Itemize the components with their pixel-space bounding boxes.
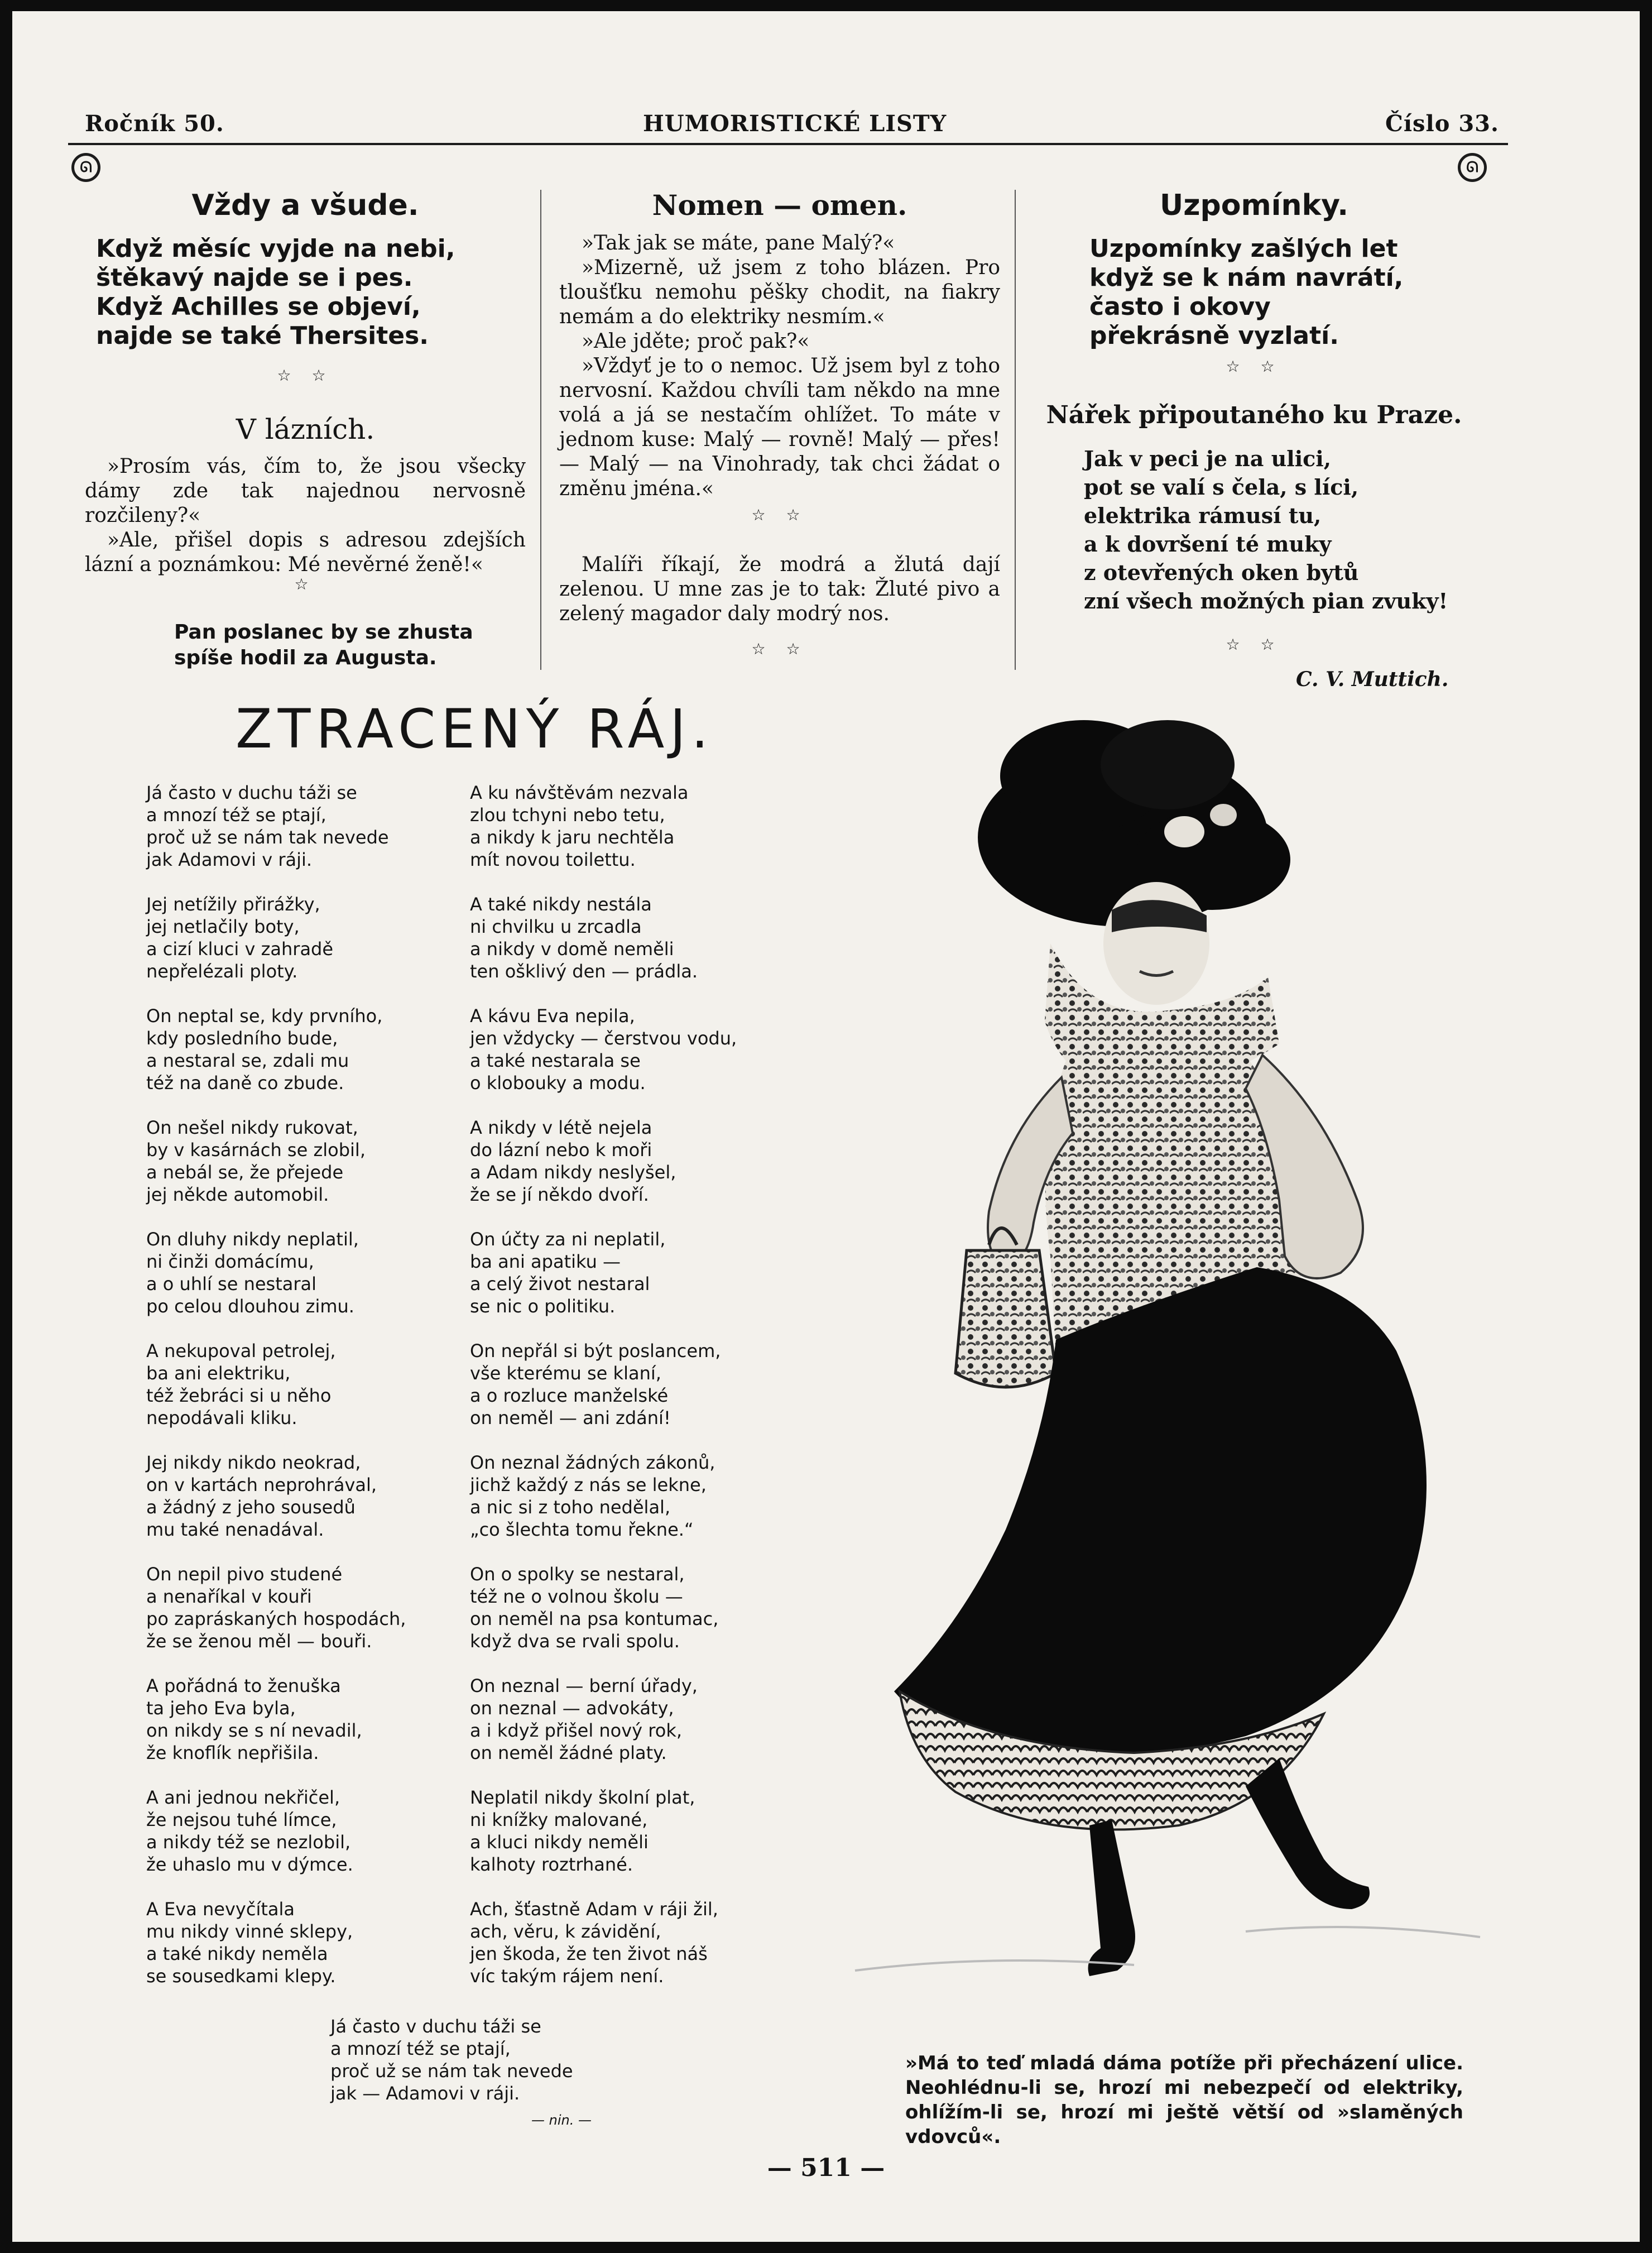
lady-illustration xyxy=(822,709,1508,2038)
col1-paragraph-1: »Prosím vás, čím to, že jsou všecky dámy zde tak najednou nervosně rozčileny?« xyxy=(85,455,526,527)
col2-paragraph-1: »Tak jak se máte, pane Malý?« xyxy=(582,232,895,255)
stanza: A pořádná to ženuška ta jeho Eva byla, on nikdy se s ní nevadil, že knoflík nepřišila. xyxy=(146,1675,362,1763)
stanza: Jej nikdy nikdo neokrad, on v kartách neprohrával, a žádný z jeho sousedů mu také nenadával. xyxy=(146,1452,377,1540)
stanza: On nepil pivo studené a nenaříkal v kouři po zapráskaných hospodách, že se ženou měl — bouři. xyxy=(146,1564,406,1652)
stanza: A Eva nevyčítala mu nikdy vinné sklepy, a také nikdy neměla se sousedkami klepy. xyxy=(146,1899,353,1987)
col1-stars: ☆ ☆ xyxy=(277,366,334,385)
col2-joke xyxy=(559,553,1000,626)
col3-subtitle: Nářek připoutaného ku Praze. xyxy=(1046,401,1462,429)
poem-title: ZTRACENÝ RÁJ. xyxy=(236,698,714,760)
right-leg xyxy=(1246,1758,1370,1909)
volume-label: Ročník 50. xyxy=(85,111,224,137)
stanza: A také nikdy nestála ni chvilku u zrcadla a nikdy v domě neměli ten ošklivý den — prádla. xyxy=(470,894,698,982)
stanza: Já často v duchu táži se a mnozí též se ptají, proč už se nám tak nevede jak Adamovi v ráji. xyxy=(146,782,389,870)
stanza: A nikdy v létě nejela do lázní nebo k moři a Adam nikdy neslyšel, že se jí někdo dvoří. xyxy=(470,1117,676,1205)
col2-paragraph-3: »Ale jděte; proč pak?« xyxy=(582,330,810,353)
col1-anecdote xyxy=(85,454,526,577)
col2-dialogue xyxy=(559,231,1000,501)
stanza: On nešel nikdy rukovat, by v kasárnách se zlobil, a nebál se, že přejede jej někde automobil. xyxy=(146,1117,366,1205)
col3-verse: Uzpomínky zašlých let když se k nám navrátí, často i okovy překrásně vyzlatí. xyxy=(1089,234,1404,350)
illustration-caption: »Má to teď mladá dáma potíže při přecházení ulice. Neohlédnu-li se, hrozí mi nebezpečí od elektriky, ohlížím-li se, hrozí mi ještě větší od »slaměných vdovců«. xyxy=(905,2052,1463,2148)
poem-left-column xyxy=(146,782,459,2010)
stanza: On účty za ni neplatil, ba ani apatiku — a celý život nestaral se nic o politiku. xyxy=(470,1229,666,1317)
col2-title: Nomen — omen. xyxy=(652,189,907,222)
col1-paragraph-2: »Ale, přišel dopis s adresou zdejších lázní a poznámkou: Mé nevěrné ženě!« xyxy=(85,529,526,576)
col1-closing-verse: Pan poslanec by se zhusta spíše hodil za Augusta. xyxy=(174,621,473,669)
stanza: A nekupoval petrolej, ba ani elektriku, též žebráci si u něho nepodávali kliku. xyxy=(146,1340,336,1429)
col3-verse-2: Jak v peci je na ulici, pot se valí s čela, s líci, elektrika rámusí tu, a k dovršení té muky z otevřených oken bytů zní všech možných pian zvuky! xyxy=(1084,446,1448,613)
illustrator-signature: C. V. Muttich. xyxy=(1296,668,1449,691)
col2-paragraph-5: Malíři říkají, že modrá a žlutá dají zelenou. U mne zas je to tak: Žluté pivo a zelený magador daly modrý nos. xyxy=(559,553,1000,625)
col2-paragraph-2: »Mizerně, už jsem z toho blázen. Pro tloušťku nemohu pěšky chodit, na fiakry nemám a do elektriky nesmím.« xyxy=(559,256,1000,328)
issue-number: Číslo 33. xyxy=(1385,111,1499,137)
ornament-right-icon: ᘏ xyxy=(1458,153,1487,182)
stanza: Jej netížily přirážky, jej netlačily boty, a cizí kluci v zahradě nepřelézali ploty. xyxy=(146,894,334,982)
header-rule xyxy=(68,143,1508,145)
stanza: A ku návštěvám nezvala zlou tchyni nebo tetu, a nikdy k jaru nechtěla mít novou toilettu. xyxy=(470,782,689,870)
col2-stars-2: ☆ ☆ xyxy=(751,640,808,658)
stanza: On neptal se, kdy prvního, kdy posledního bude, a nestaral se, zdali mu též na daně co zbude. xyxy=(146,1005,383,1094)
stanza: On o spolky se nestaral, též ne o volnou školu — on neměl na psa kontumac, když dva se rvali spolu. xyxy=(470,1564,719,1652)
poem-final-stanza: Já často v duchu táži se a mnozí též se ptají, proč už se nám tak nevede jak — Adamovi v ráji. xyxy=(330,2016,573,2104)
stanza: A ani jednou nekřičel, že nejsou tuhé límce, a nikdy též se nezlobil, že uhaslo mu v dýmce. xyxy=(146,1787,353,1875)
col2-stars-1: ☆ ☆ xyxy=(751,506,808,524)
poem-right-column xyxy=(470,782,782,2010)
magazine-title: HUMORISTICKÉ LISTY xyxy=(643,111,947,137)
stanza: On dluhy nikdy neplatil, ni činži domácímu, a o uhlí se nestaral po celou dlouhou zimu. xyxy=(146,1229,359,1317)
col1-verse: Když měsíc vyjde na nebi, štěkavý najde se i pes. Když Achilles se objeví, najde se také Thersites. xyxy=(96,234,455,350)
column-rule-1 xyxy=(540,190,541,670)
col3-stars-1: ☆ ☆ xyxy=(1226,357,1283,376)
page-number: — 511 — xyxy=(767,2154,885,2182)
stanza: On neznal žádných zákonů, jichž každý z nás se lekne, a nic si z toho nedělal, „co šlechta tomu řekne.“ xyxy=(470,1452,715,1540)
col1-star: ☆ xyxy=(294,575,316,593)
col3-stars-2: ☆ ☆ xyxy=(1226,635,1283,654)
stanza: Ach, šťastně Adam v ráji žil, ach, věru, k závidění, jen škoda, že ten život náš víc takým rájem není. xyxy=(470,1899,718,1987)
stanza: On nepřál si být poslancem, vše kterému se klaní, a o rozluce manželské on neměl — ani zdání! xyxy=(470,1340,721,1429)
stanza: On neznal — berní úřady, on neznal — advokáty, a i když přišel nový rok, on neměl žádné platy. xyxy=(470,1675,698,1763)
col1-subtitle: V lázních. xyxy=(236,413,375,445)
col2-paragraph-4: »Vždyť je to o nemoc. Už jsem byl z toho nervosní. Každou chvíli tam někdo na mne volá a já se nestačím ohlížet. To máte v jednom kuse: Malý — rovně! Malý — přes! — Malý — na Vinohrady, tak chci žádat o změnu jména.« xyxy=(559,354,1000,500)
handbag-icon xyxy=(955,1228,1056,1387)
stanza: Neplatil nikdy školní plat, ni knížky malované, a kluci nikdy neměli kalhoty roztrhané. xyxy=(470,1787,695,1875)
column-rule-2 xyxy=(1015,190,1016,670)
face xyxy=(1103,882,1209,1005)
ornament-left-icon: ᘏ xyxy=(71,153,100,182)
page-sheet xyxy=(12,11,1640,2242)
left-leg xyxy=(1088,1820,1136,1976)
ground-stroke xyxy=(1246,1927,1480,1937)
poem-author: — nin. — xyxy=(531,2112,592,2128)
col3-title: Uzpomínky. xyxy=(1160,189,1348,222)
stanza: A kávu Eva nepila, jen vždycky — čerstvou vodu, a také nestarala se o klobouky a modu. xyxy=(470,1005,737,1094)
col1-title: Vždy a všude. xyxy=(191,189,419,222)
